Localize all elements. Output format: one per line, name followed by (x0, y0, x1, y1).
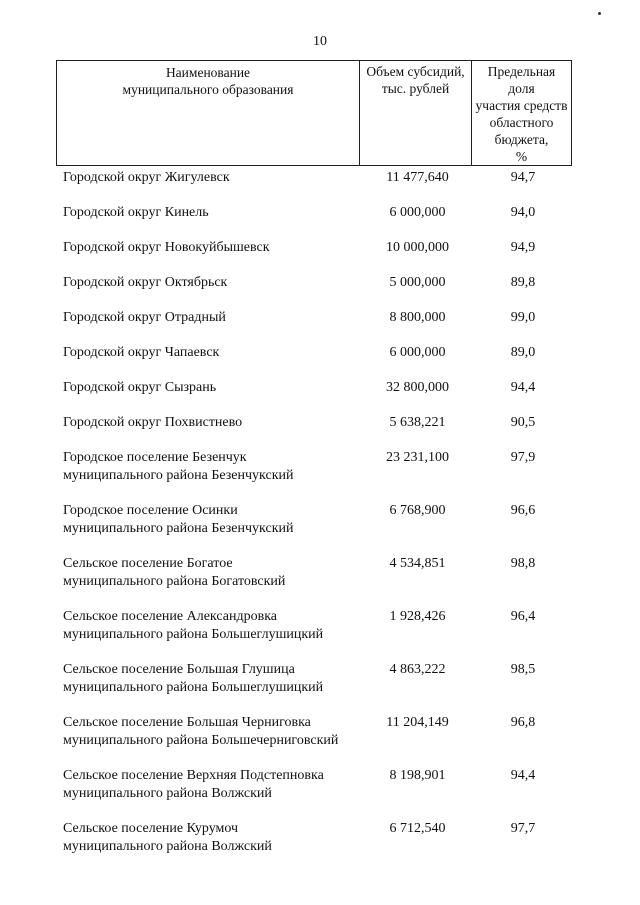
subsidy-amount: 10 000,000 (386, 240, 449, 255)
subsidy-amount: 6 000,000 (389, 345, 446, 360)
municipality-name-line: муниципального района Большеглушицкий (63, 680, 324, 695)
municipality-name-line: Городской округ Похвистнево (63, 415, 243, 430)
table-row (0, 820, 640, 860)
municipality-name (63, 239, 363, 257)
header-col-amount-line: Объем субсидий, (366, 64, 465, 79)
subsidy-amount: 1 928,426 (389, 609, 446, 624)
regional-share: 99,0 (510, 310, 536, 325)
municipality-name (63, 309, 363, 327)
regional-share: 97,7 (510, 821, 536, 836)
municipality-name-line: муниципального района Большечерниговский (63, 733, 339, 748)
municipality-name-line: Сельское поселение Большая Черниговка (63, 715, 311, 730)
header-col-share-line: бюджета, (494, 132, 549, 147)
municipality-name-line: Городской округ Чапаевск (63, 345, 220, 360)
municipality-name-line: Сельское поселение Курумоч (63, 821, 239, 836)
municipality-name-line: Городской округ Сызрань (63, 380, 217, 395)
subsidy-amount: 6 712,540 (389, 821, 446, 836)
municipality-name-line: Сельское поселение Александровка (63, 609, 278, 624)
regional-share: 94,9 (510, 240, 536, 255)
table-row (0, 274, 640, 314)
municipality-name (63, 169, 363, 187)
regional-share: 94,0 (510, 205, 536, 220)
table-row (0, 204, 640, 244)
page-number: 10 (313, 34, 327, 49)
municipality-name (63, 820, 363, 856)
municipality-name-line: Городской округ Отрадный (63, 310, 226, 325)
regional-share: 96,4 (510, 609, 536, 624)
subsidy-amount: 11 204,149 (386, 715, 449, 730)
municipality-name-line: муниципального района Волжский (63, 839, 272, 854)
municipality-name-line: Городской округ Новокуйбышевск (63, 240, 270, 255)
table-row (0, 608, 640, 648)
municipality-name-line: Городское поселение Безенчук (63, 450, 247, 465)
table-row (0, 555, 640, 595)
regional-share: 96,8 (510, 715, 536, 730)
municipality-name (63, 608, 363, 644)
municipality-name-line: Городской округ Жигулевск (63, 170, 230, 185)
municipality-name (63, 379, 363, 397)
subsidy-amount: 32 800,000 (386, 380, 449, 395)
regional-share: 98,5 (510, 662, 536, 677)
header-col-share-line: % (515, 149, 528, 164)
municipality-name (63, 714, 363, 750)
header-col-share (472, 61, 571, 165)
municipality-name-line: муниципального района Богатовский (63, 574, 286, 589)
subsidy-amount: 23 231,100 (386, 450, 449, 465)
municipality-name (63, 414, 363, 432)
regional-share: 94,4 (510, 380, 536, 395)
subsidy-amount: 5 000,000 (389, 275, 446, 290)
table-row (0, 661, 640, 701)
municipality-name-line: муниципального района Большеглушицкий (63, 627, 324, 642)
header-col-share-line: областного (489, 115, 554, 130)
regional-share: 97,9 (510, 450, 536, 465)
subsidy-amount: 4 863,222 (389, 662, 446, 677)
table-row (0, 714, 640, 754)
regional-share: 89,0 (510, 345, 536, 360)
header-col-amount-line: тыс. рублей (381, 81, 450, 96)
header-col-share-line: доля (508, 81, 535, 96)
table-row (0, 379, 640, 419)
municipality-name (63, 204, 363, 222)
municipality-name-line: Городской округ Октябрьск (63, 275, 228, 290)
municipality-name (63, 767, 363, 803)
table-row (0, 239, 640, 279)
subsidy-amount: 6 000,000 (389, 205, 446, 220)
header-col-name (57, 61, 360, 165)
regional-share: 94,7 (510, 170, 536, 185)
header-col-share-line: Предельная (487, 64, 556, 79)
municipality-name-line: Городское поселение Осинки (63, 503, 238, 518)
municipality-name (63, 502, 363, 538)
subsidy-amount: 8 198,901 (389, 768, 446, 783)
municipality-name (63, 344, 363, 362)
subsidy-amount: 11 477,640 (386, 170, 449, 185)
table-row (0, 767, 640, 807)
regional-share: 94,4 (510, 768, 536, 783)
header-col-share-line: участия средств (475, 98, 568, 113)
subsidy-amount: 8 800,000 (389, 310, 446, 325)
municipality-name-line: муниципального района Безенчукский (63, 468, 294, 483)
municipality-name-line: Городской округ Кинель (63, 205, 209, 220)
municipality-name (63, 555, 363, 591)
municipality-name-line: Сельское поселение Большая Глушица (63, 662, 295, 677)
header-col-amount (360, 61, 472, 165)
table-row (0, 169, 640, 209)
table-header (56, 60, 572, 166)
table-row (0, 344, 640, 384)
municipality-name (63, 274, 363, 292)
municipality-name-line: Сельское поселение Богатое (63, 556, 233, 571)
subsidy-amount: 4 534,851 (389, 556, 446, 571)
table-row (0, 449, 640, 489)
municipality-name (63, 661, 363, 697)
regional-share: 89,8 (510, 275, 536, 290)
regional-share: 98,8 (510, 556, 536, 571)
municipality-name (63, 449, 363, 485)
subsidy-amount: 6 768,900 (389, 503, 446, 518)
regional-share: 90,5 (510, 415, 536, 430)
regional-share: 96,6 (510, 503, 536, 518)
municipality-name-line: Сельское поселение Верхняя Подстепновка (63, 768, 324, 783)
table-row (0, 309, 640, 349)
header-col-name-line: Наименование (165, 65, 251, 80)
table-row (0, 502, 640, 542)
municipality-name-line: муниципального района Безенчукский (63, 521, 294, 536)
table-row (0, 414, 640, 454)
municipality-name-line: муниципального района Волжский (63, 786, 272, 801)
scan-speck (598, 12, 601, 15)
header-col-name-line: муниципального образования (122, 82, 294, 97)
subsidy-amount: 5 638,221 (389, 415, 446, 430)
